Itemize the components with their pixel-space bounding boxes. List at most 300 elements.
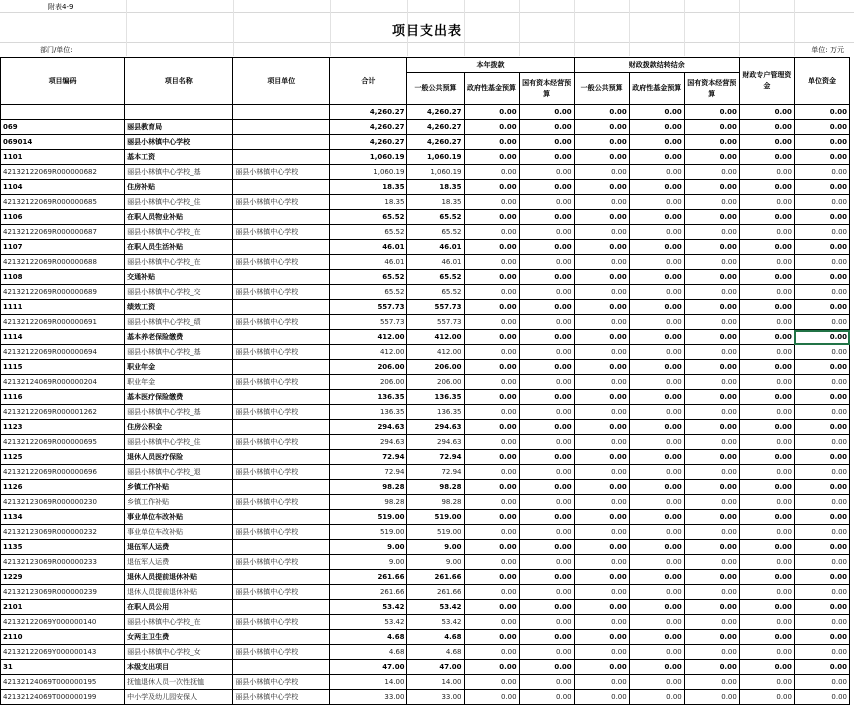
cell-code[interactable]: 1101: [1, 150, 125, 165]
cell-amount[interactable]: 0.00: [464, 195, 519, 210]
cell-amount[interactable]: 4.68: [330, 645, 407, 660]
cell-amount[interactable]: 4,260.27: [407, 120, 464, 135]
cell-amount[interactable]: 0.00: [629, 225, 684, 240]
cell-amount[interactable]: 0.00: [794, 345, 849, 360]
cell-unit[interactable]: [233, 330, 330, 345]
cell-amount[interactable]: 0.00: [629, 660, 684, 675]
cell-amount[interactable]: 14.00: [330, 675, 407, 690]
cell-amount[interactable]: 0.00: [519, 585, 574, 600]
cell-amount[interactable]: 0.00: [794, 420, 849, 435]
cell-amount[interactable]: 519.00: [407, 525, 464, 540]
cell-amount[interactable]: 18.35: [330, 195, 407, 210]
cell-amount[interactable]: 0.00: [629, 375, 684, 390]
cell-amount[interactable]: 0.00: [739, 195, 794, 210]
cell-amount[interactable]: 0.00: [684, 465, 739, 480]
cell-amount[interactable]: 0.00: [739, 690, 794, 705]
cell-amount[interactable]: 0.00: [464, 495, 519, 510]
cell-amount[interactable]: 0.00: [519, 345, 574, 360]
cell-unit[interactable]: [233, 540, 330, 555]
header-gov-fund-budget[interactable]: 政府性基金预算: [464, 73, 519, 105]
cell-amount[interactable]: 0.00: [519, 435, 574, 450]
cell-name[interactable]: 本级支出项目: [125, 660, 233, 675]
cell-amount[interactable]: 0.00: [574, 645, 629, 660]
cell-amount[interactable]: 53.42: [407, 615, 464, 630]
cell-unit[interactable]: 丽县小林镇中心学校: [233, 585, 330, 600]
cell-amount[interactable]: 0.00: [464, 585, 519, 600]
cell-amount[interactable]: 0.00: [519, 270, 574, 285]
cell-amount[interactable]: 0.00: [629, 195, 684, 210]
cell-amount[interactable]: 0.00: [739, 375, 794, 390]
cell-amount[interactable]: 0.00: [464, 285, 519, 300]
cell-amount[interactable]: 0.00: [739, 405, 794, 420]
cell-amount[interactable]: 0.00: [794, 660, 849, 675]
cell-amount[interactable]: 0.00: [739, 240, 794, 255]
cell-amount[interactable]: 47.00: [407, 660, 464, 675]
cell-amount[interactable]: 0.00: [739, 255, 794, 270]
cell-amount[interactable]: 4.68: [407, 645, 464, 660]
cell-amount[interactable]: 0.00: [519, 120, 574, 135]
cell-amount[interactable]: 0.00: [794, 225, 849, 240]
cell-amount[interactable]: 0.00: [464, 180, 519, 195]
cell-name[interactable]: 中小学及幼儿园安保人: [125, 690, 233, 705]
cell-amount[interactable]: 0.00: [574, 150, 629, 165]
cell-amount[interactable]: 0.00: [794, 405, 849, 420]
cell-unit[interactable]: 丽县小林镇中心学校: [233, 555, 330, 570]
cell-amount[interactable]: 0.00: [574, 495, 629, 510]
cell-amount[interactable]: 53.42: [330, 615, 407, 630]
cell-amount[interactable]: 0.00: [739, 180, 794, 195]
cell-code[interactable]: 1107: [1, 240, 125, 255]
cell-amount[interactable]: 0.00: [739, 540, 794, 555]
cell-amount[interactable]: 412.00: [330, 345, 407, 360]
cell-amount[interactable]: 1,060.19: [330, 165, 407, 180]
cell-amount[interactable]: 0.00: [739, 150, 794, 165]
cell-amount[interactable]: 0.00: [519, 360, 574, 375]
cell-amount[interactable]: 0.00: [739, 330, 794, 345]
cell-amount[interactable]: 0.00: [574, 480, 629, 495]
cell-amount[interactable]: 294.63: [330, 420, 407, 435]
header-code[interactable]: 项目编码: [1, 58, 125, 105]
cell-amount[interactable]: 0.00: [684, 165, 739, 180]
cell-name[interactable]: 丽县小林镇中心学校_交: [125, 285, 233, 300]
cell-amount[interactable]: 136.35: [407, 390, 464, 405]
cell-amount[interactable]: 0.00: [574, 570, 629, 585]
cell-name[interactable]: 丽县小林镇中心学校_退: [125, 465, 233, 480]
cell-amount[interactable]: 0.00: [739, 420, 794, 435]
cell-amount[interactable]: 0.00: [574, 300, 629, 315]
cell-amount[interactable]: 0.00: [519, 600, 574, 615]
cell-name[interactable]: 在职人员物业补贴: [125, 210, 233, 225]
cell-code[interactable]: 42132123069R000000239: [1, 585, 125, 600]
cell-amount[interactable]: 0.00: [739, 495, 794, 510]
cell-amount[interactable]: 46.01: [407, 240, 464, 255]
cell-amount[interactable]: 0.00: [464, 405, 519, 420]
cell-amount[interactable]: 33.00: [330, 690, 407, 705]
cell-amount[interactable]: 0.00: [684, 435, 739, 450]
cell-amount[interactable]: 0.00: [629, 150, 684, 165]
cell-amount[interactable]: 0.00: [464, 270, 519, 285]
header-current-year[interactable]: 本年拨款: [407, 58, 574, 73]
cell-amount[interactable]: 98.28: [330, 480, 407, 495]
cell-name[interactable]: 丽县小林镇中心学校_在: [125, 255, 233, 270]
header-gov-fund-budget-carry[interactable]: 政府性基金预算: [629, 73, 684, 105]
cell-amount[interactable]: 0.00: [684, 210, 739, 225]
cell-name[interactable]: 丽县小林镇中心学校_基: [125, 345, 233, 360]
cell-amount[interactable]: 0.00: [794, 330, 849, 345]
cell-amount[interactable]: 0.00: [794, 585, 849, 600]
cell-amount[interactable]: 0.00: [684, 690, 739, 705]
cell-amount[interactable]: 0.00: [629, 120, 684, 135]
cell-amount[interactable]: 0.00: [739, 135, 794, 150]
cell-unit[interactable]: 丽县小林镇中心学校: [233, 165, 330, 180]
cell-amount[interactable]: 0.00: [574, 420, 629, 435]
cell-amount[interactable]: 0.00: [629, 255, 684, 270]
cell-amount[interactable]: 53.42: [407, 600, 464, 615]
cell-amount[interactable]: 0.00: [794, 165, 849, 180]
cell-amount[interactable]: 72.94: [407, 465, 464, 480]
cell-name[interactable]: 丽县小林镇中心学校: [125, 135, 233, 150]
cell-amount[interactable]: 0.00: [574, 165, 629, 180]
cell-code[interactable]: 1229: [1, 570, 125, 585]
cell-amount[interactable]: 4,260.27: [407, 135, 464, 150]
cell-amount[interactable]: 0.00: [684, 135, 739, 150]
cell-amount[interactable]: 0.00: [574, 255, 629, 270]
cell-amount[interactable]: 0.00: [574, 615, 629, 630]
cell-amount[interactable]: 4,260.27: [330, 120, 407, 135]
cell-amount[interactable]: 0.00: [519, 150, 574, 165]
header-general-budget[interactable]: 一般公共预算: [407, 73, 464, 105]
cell-amount[interactable]: 0.00: [629, 210, 684, 225]
cell-code[interactable]: 2110: [1, 630, 125, 645]
cell-amount[interactable]: 206.00: [330, 360, 407, 375]
cell-amount[interactable]: 0.00: [629, 135, 684, 150]
cell-amount[interactable]: 1,060.19: [330, 150, 407, 165]
cell-amount[interactable]: 0.00: [574, 690, 629, 705]
cell-amount[interactable]: 0.00: [629, 675, 684, 690]
cell-amount[interactable]: 0.00: [574, 675, 629, 690]
cell-amount[interactable]: 0.00: [519, 540, 574, 555]
cell-amount[interactable]: 0.00: [739, 675, 794, 690]
cell-amount[interactable]: 65.52: [407, 225, 464, 240]
cell-amount[interactable]: 0.00: [629, 615, 684, 630]
cell-amount[interactable]: 0.00: [794, 525, 849, 540]
department-label[interactable]: 部门/单位:: [40, 46, 73, 54]
cell-amount[interactable]: 9.00: [407, 555, 464, 570]
cell-amount[interactable]: 557.73: [330, 315, 407, 330]
cell-unit[interactable]: [233, 135, 330, 150]
cell-amount[interactable]: 0.00: [519, 180, 574, 195]
cell-amount[interactable]: 0.00: [684, 405, 739, 420]
cell-amount[interactable]: 0.00: [629, 405, 684, 420]
cell-code[interactable]: 1114: [1, 330, 125, 345]
cell-name[interactable]: 绩效工资: [125, 300, 233, 315]
cell-amount[interactable]: 0.00: [629, 465, 684, 480]
cell-amount[interactable]: 0.00: [629, 630, 684, 645]
cell-amount[interactable]: 0.00: [684, 600, 739, 615]
cell-code[interactable]: 1111: [1, 300, 125, 315]
cell-name[interactable]: 丽县小林镇中心学校_基: [125, 165, 233, 180]
cell-amount[interactable]: 0.00: [684, 225, 739, 240]
cell-amount[interactable]: 0.00: [574, 510, 629, 525]
cell-amount[interactable]: 0.00: [684, 570, 739, 585]
cell-amount[interactable]: 0.00: [684, 555, 739, 570]
cell-amount[interactable]: 519.00: [407, 510, 464, 525]
page-title[interactable]: 项目支出表: [391, 24, 462, 39]
cell-code[interactable]: 42132124069T000000199: [1, 690, 125, 705]
cell-amount[interactable]: 0.00: [574, 375, 629, 390]
cell-code[interactable]: 1134: [1, 510, 125, 525]
cell-amount[interactable]: 0.00: [519, 570, 574, 585]
cell-amount[interactable]: 0.00: [464, 150, 519, 165]
cell-unit[interactable]: [233, 240, 330, 255]
header-fiscal-carry[interactable]: 财政拨款结转结余: [574, 58, 739, 73]
cell-amount[interactable]: 0.00: [629, 270, 684, 285]
cell-amount[interactable]: 261.66: [407, 585, 464, 600]
cell-amount[interactable]: 0.00: [629, 525, 684, 540]
cell-amount[interactable]: 0.00: [739, 480, 794, 495]
cell-amount[interactable]: 0.00: [464, 360, 519, 375]
cell-amount[interactable]: 0.00: [464, 165, 519, 180]
cell-code[interactable]: 1116: [1, 390, 125, 405]
cell-amount[interactable]: 0.00: [794, 645, 849, 660]
cell-amount[interactable]: 0.00: [574, 450, 629, 465]
cell-amount[interactable]: 0.00: [794, 435, 849, 450]
cell-amount[interactable]: 0.00: [629, 315, 684, 330]
cell-unit[interactable]: 丽县小林镇中心学校: [233, 315, 330, 330]
cell-amount[interactable]: 0.00: [519, 255, 574, 270]
cell-amount[interactable]: 0.00: [519, 480, 574, 495]
cell-unit[interactable]: 丽县小林镇中心学校: [233, 615, 330, 630]
cell-unit[interactable]: 丽县小林镇中心学校: [233, 675, 330, 690]
cell-amount[interactable]: 0.00: [684, 510, 739, 525]
cell-amount[interactable]: 0.00: [574, 465, 629, 480]
cell-amount[interactable]: 0.00: [519, 210, 574, 225]
cell-amount[interactable]: 4,260.27: [407, 105, 464, 120]
cell-amount[interactable]: 0.00: [519, 420, 574, 435]
cell-amount[interactable]: 0.00: [629, 360, 684, 375]
cell-amount[interactable]: 0.00: [684, 195, 739, 210]
cell-unit[interactable]: 丽县小林镇中心学校: [233, 465, 330, 480]
cell-amount[interactable]: 0.00: [519, 630, 574, 645]
cell-amount[interactable]: 0.00: [629, 390, 684, 405]
cell-code[interactable]: 42132122069R000000696: [1, 465, 125, 480]
cell-code[interactable]: 1106: [1, 210, 125, 225]
cell-amount[interactable]: 0.00: [684, 330, 739, 345]
cell-amount[interactable]: 0.00: [684, 360, 739, 375]
cell-amount[interactable]: 0.00: [519, 390, 574, 405]
cell-name[interactable]: 基本养老保险缴费: [125, 330, 233, 345]
cell-amount[interactable]: 0.00: [464, 630, 519, 645]
cell-amount[interactable]: 0.00: [794, 180, 849, 195]
cell-amount[interactable]: 0.00: [739, 345, 794, 360]
cell-amount[interactable]: 0.00: [739, 660, 794, 675]
cell-amount[interactable]: 0.00: [574, 135, 629, 150]
cell-amount[interactable]: 0.00: [464, 225, 519, 240]
cell-code[interactable]: 42132122069R000000689: [1, 285, 125, 300]
cell-amount[interactable]: 0.00: [574, 555, 629, 570]
cell-amount[interactable]: 0.00: [519, 525, 574, 540]
cell-amount[interactable]: 294.63: [330, 435, 407, 450]
cell-amount[interactable]: 0.00: [794, 690, 849, 705]
cell-amount[interactable]: 98.28: [330, 495, 407, 510]
cell-name[interactable]: 丽县小林镇中心学校_在: [125, 225, 233, 240]
cell-amount[interactable]: 0.00: [739, 630, 794, 645]
cell-amount[interactable]: 0.00: [629, 570, 684, 585]
cell-amount[interactable]: 0.00: [464, 435, 519, 450]
cell-unit[interactable]: [233, 270, 330, 285]
cell-amount[interactable]: 0.00: [629, 600, 684, 615]
cell-amount[interactable]: 0.00: [574, 435, 629, 450]
cell-amount[interactable]: 0.00: [629, 165, 684, 180]
cell-amount[interactable]: 0.00: [574, 225, 629, 240]
cell-amount[interactable]: 0.00: [684, 105, 739, 120]
cell-code[interactable]: 1135: [1, 540, 125, 555]
cell-amount[interactable]: 0.00: [739, 450, 794, 465]
cell-amount[interactable]: 0.00: [629, 420, 684, 435]
cell-amount[interactable]: 33.00: [407, 690, 464, 705]
cell-amount[interactable]: 0.00: [464, 345, 519, 360]
cell-amount[interactable]: 0.00: [739, 105, 794, 120]
cell-code[interactable]: 42132122069R000000682: [1, 165, 125, 180]
cell-amount[interactable]: 0.00: [629, 240, 684, 255]
cell-unit[interactable]: [233, 150, 330, 165]
cell-amount[interactable]: 0.00: [684, 645, 739, 660]
cell-amount[interactable]: 65.52: [330, 225, 407, 240]
cell-unit[interactable]: 丽县小林镇中心学校: [233, 375, 330, 390]
cell-unit[interactable]: [233, 390, 330, 405]
cell-name[interactable]: 交通补贴: [125, 270, 233, 285]
cell-amount[interactable]: 294.63: [407, 435, 464, 450]
cell-code[interactable]: 1123: [1, 420, 125, 435]
cell-code[interactable]: 42132122069R000000685: [1, 195, 125, 210]
cell-unit[interactable]: [233, 450, 330, 465]
cell-amount[interactable]: 72.94: [330, 465, 407, 480]
header-fiscal-special[interactable]: 财政专户管理资金: [739, 58, 794, 105]
cell-amount[interactable]: 0.00: [794, 105, 849, 120]
cell-amount[interactable]: 0.00: [794, 615, 849, 630]
cell-amount[interactable]: 0.00: [629, 330, 684, 345]
cell-unit[interactable]: 丽县小林镇中心学校: [233, 645, 330, 660]
cell-amount[interactable]: 206.00: [407, 375, 464, 390]
cell-amount[interactable]: 0.00: [464, 525, 519, 540]
cell-code[interactable]: 42132122069R000000691: [1, 315, 125, 330]
cell-amount[interactable]: 0.00: [684, 375, 739, 390]
cell-amount[interactable]: 0.00: [794, 255, 849, 270]
cell-code[interactable]: 42132123069R000000232: [1, 525, 125, 540]
cell-name[interactable]: 基本医疗保险缴费: [125, 390, 233, 405]
cell-amount[interactable]: 0.00: [519, 690, 574, 705]
cell-name[interactable]: 退休人员提前退休补贴: [125, 585, 233, 600]
cell-amount[interactable]: 0.00: [629, 510, 684, 525]
cell-amount[interactable]: 0.00: [739, 360, 794, 375]
cell-amount[interactable]: 0.00: [684, 390, 739, 405]
cell-amount[interactable]: 0.00: [574, 390, 629, 405]
cell-amount[interactable]: 0.00: [519, 315, 574, 330]
cell-amount[interactable]: 136.35: [407, 405, 464, 420]
cell-amount[interactable]: 0.00: [794, 150, 849, 165]
cell-amount[interactable]: 519.00: [330, 525, 407, 540]
cell-name[interactable]: 丽县小林镇中心学校_住: [125, 435, 233, 450]
cell-amount[interactable]: 0.00: [739, 210, 794, 225]
cell-amount[interactable]: 1,060.19: [407, 150, 464, 165]
cell-amount[interactable]: 0.00: [794, 240, 849, 255]
cell-amount[interactable]: 0.00: [574, 195, 629, 210]
cell-code[interactable]: 31: [1, 660, 125, 675]
cell-amount[interactable]: 0.00: [794, 195, 849, 210]
cell-amount[interactable]: 0.00: [739, 225, 794, 240]
cell-amount[interactable]: 0.00: [519, 285, 574, 300]
cell-amount[interactable]: 18.35: [407, 195, 464, 210]
cell-amount[interactable]: 0.00: [464, 300, 519, 315]
cell-amount[interactable]: 0.00: [684, 240, 739, 255]
cell-amount[interactable]: 0.00: [519, 465, 574, 480]
cell-amount[interactable]: 0.00: [464, 450, 519, 465]
cell-amount[interactable]: 0.00: [574, 180, 629, 195]
cell-code[interactable]: 42132123069R000000230: [1, 495, 125, 510]
cell-amount[interactable]: 0.00: [629, 495, 684, 510]
cell-amount[interactable]: 0.00: [794, 555, 849, 570]
cell-amount[interactable]: 0.00: [519, 555, 574, 570]
cell-amount[interactable]: 0.00: [739, 570, 794, 585]
cell-amount[interactable]: 0.00: [519, 165, 574, 180]
cell-amount[interactable]: 136.35: [330, 390, 407, 405]
cell-amount[interactable]: 0.00: [464, 120, 519, 135]
cell-code[interactable]: 1125: [1, 450, 125, 465]
cell-unit[interactable]: [233, 480, 330, 495]
cell-unit[interactable]: [233, 420, 330, 435]
cell-name[interactable]: 丽县教育局: [125, 120, 233, 135]
cell-code[interactable]: 42132123069R000000233: [1, 555, 125, 570]
cell-amount[interactable]: 53.42: [330, 600, 407, 615]
cell-unit[interactable]: [233, 510, 330, 525]
cell-unit[interactable]: 丽县小林镇中心学校: [233, 195, 330, 210]
cell-amount[interactable]: 0.00: [684, 300, 739, 315]
cell-amount[interactable]: 0.00: [574, 210, 629, 225]
cell-amount[interactable]: 0.00: [739, 435, 794, 450]
cell-amount[interactable]: 0.00: [794, 120, 849, 135]
cell-amount[interactable]: 0.00: [574, 405, 629, 420]
cell-amount[interactable]: 0.00: [684, 540, 739, 555]
cell-amount[interactable]: 0.00: [684, 270, 739, 285]
cell-amount[interactable]: 0.00: [464, 375, 519, 390]
cell-amount[interactable]: 0.00: [794, 360, 849, 375]
cell-amount[interactable]: 0.00: [574, 360, 629, 375]
cell-amount[interactable]: 0.00: [464, 645, 519, 660]
cell-amount[interactable]: 557.73: [330, 300, 407, 315]
cell-name[interactable]: 退休人员提前退休补贴: [125, 570, 233, 585]
cell-amount[interactable]: 0.00: [794, 315, 849, 330]
cell-code[interactable]: 069: [1, 120, 125, 135]
cell-amount[interactable]: 0.00: [684, 285, 739, 300]
cell-name[interactable]: 住房补贴: [125, 180, 233, 195]
attachment-label[interactable]: 附表4-9: [48, 3, 74, 11]
cell-amount[interactable]: 0.00: [629, 645, 684, 660]
cell-amount[interactable]: 0.00: [574, 105, 629, 120]
header-state-capital-budget[interactable]: 国有资本经营预算: [519, 73, 574, 105]
cell-unit[interactable]: 丽县小林镇中心学校: [233, 690, 330, 705]
cell-amount[interactable]: 0.00: [464, 465, 519, 480]
cell-amount[interactable]: 0.00: [629, 105, 684, 120]
cell-amount[interactable]: 0.00: [739, 555, 794, 570]
cell-amount[interactable]: 4.68: [330, 630, 407, 645]
cell-amount[interactable]: 0.00: [739, 585, 794, 600]
cell-amount[interactable]: 412.00: [407, 330, 464, 345]
cell-amount[interactable]: 0.00: [464, 390, 519, 405]
cell-amount[interactable]: 0.00: [739, 615, 794, 630]
cell-amount[interactable]: 0.00: [464, 330, 519, 345]
cell-code[interactable]: 42132122069R000000687: [1, 225, 125, 240]
cell-amount[interactable]: 0.00: [519, 240, 574, 255]
